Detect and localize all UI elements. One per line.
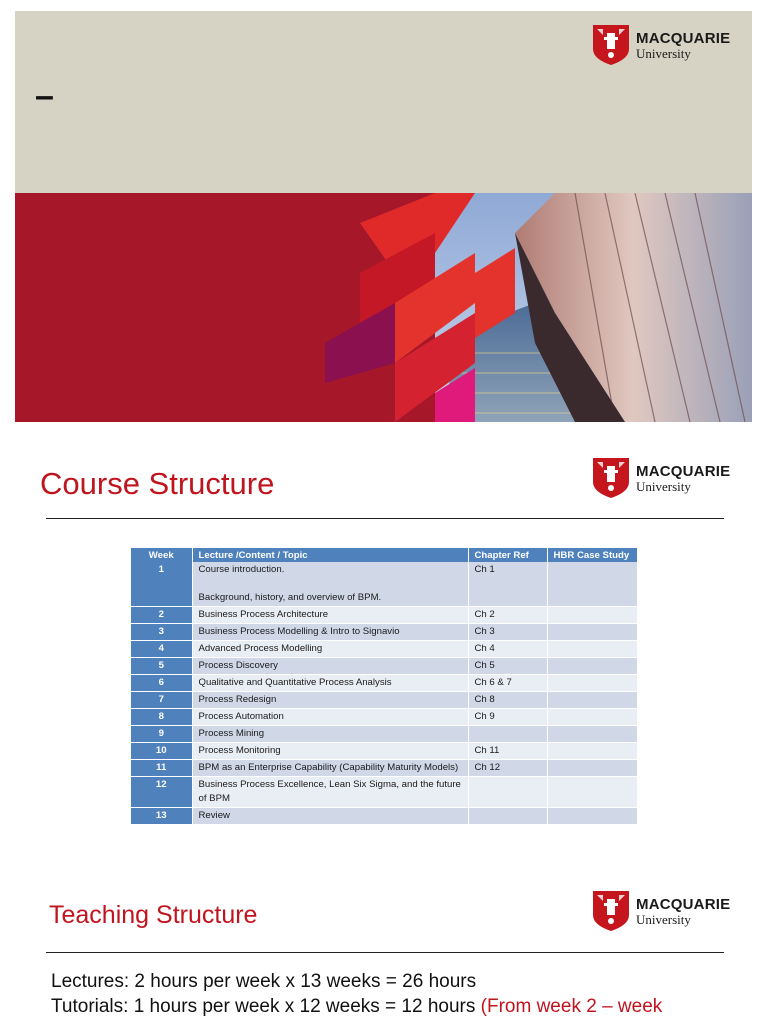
week-cell: 1 (131, 562, 192, 607)
shield-crest-icon (593, 458, 629, 498)
table-row (131, 692, 637, 709)
week-cell: 9 (131, 726, 192, 743)
chapter-cell (468, 808, 547, 825)
tutorials-line (51, 994, 662, 1019)
chapter-cell: Ch 3 (468, 624, 547, 641)
topic-cell: Process Mining (192, 726, 468, 743)
topic-cell: Business Process Architecture (192, 607, 468, 624)
course-structure-table (131, 548, 638, 825)
tutorials-text: Tutorials: 1 hours per week x 12 weeks = 12 hours (51, 996, 481, 1017)
university-logo (593, 25, 730, 65)
university-logo (593, 891, 730, 931)
hbr-cell (547, 641, 637, 658)
table-row (131, 607, 637, 624)
hbr-cell (547, 692, 637, 709)
logo-wordmark: MACQUARIE (636, 29, 731, 47)
week-cell: 3 (131, 624, 192, 641)
table-row (131, 675, 637, 692)
tutorials-note: (From week 2 – week (480, 996, 663, 1017)
chapter-cell (468, 777, 547, 808)
chapter-cell: Ch 9 (468, 709, 547, 726)
chapter-cell: Ch 5 (468, 658, 547, 675)
hbr-cell (547, 808, 637, 825)
week-cell: 13 (131, 808, 192, 825)
week-cell: 2 (131, 607, 192, 624)
hero-graphic (15, 193, 752, 422)
column-header-hbr: HBR Case Study (547, 548, 637, 562)
table-row (131, 562, 637, 607)
column-header-topic: Lecture /Content / Topic (192, 548, 468, 562)
hbr-cell (547, 743, 637, 760)
topic-cell: BPM as an Enterprise Capability (Capability Maturity Models) (192, 760, 468, 777)
shield-crest-icon (593, 891, 629, 931)
logo-subtitle: University (636, 45, 691, 61)
chapter-cell: Ch 11 (468, 743, 547, 760)
title-divider (46, 518, 724, 519)
table-row (131, 709, 637, 726)
university-logo (593, 458, 730, 498)
table-row (131, 624, 637, 641)
table-row (131, 743, 637, 760)
hbr-cell (547, 760, 637, 777)
teaching-structure-title: Teaching Structure (49, 901, 258, 929)
topic-cell: Process Automation (192, 709, 468, 726)
table-row (131, 808, 637, 825)
hero-banner (15, 193, 752, 422)
chapter-cell: Ch 8 (468, 692, 547, 709)
topic-cell: Process Redesign (192, 692, 468, 709)
topic-cell: Course introduction. Background, history, and overview of BPM. (192, 562, 468, 607)
week-cell: 6 (131, 675, 192, 692)
chapter-cell: Ch 12 (468, 760, 547, 777)
table-row (131, 777, 637, 808)
table-row (131, 641, 637, 658)
table-header-row (131, 548, 637, 562)
week-cell: 11 (131, 760, 192, 777)
column-header-chapter: Chapter Ref (468, 548, 547, 562)
hbr-cell (547, 624, 637, 641)
week-cell: 5 (131, 658, 192, 675)
chapter-cell: Ch 4 (468, 641, 547, 658)
chapter-cell: Ch 6 & 7 (468, 675, 547, 692)
hbr-cell (547, 709, 637, 726)
topic-cell: Process Monitoring (192, 743, 468, 760)
week-cell: 10 (131, 743, 192, 760)
lectures-line: Lectures: 2 hours per week x 13 weeks = 26 hours (51, 971, 477, 992)
logo-subtitle: University (636, 911, 691, 927)
hbr-cell (547, 726, 637, 743)
course-structure-title: Course Structure (40, 466, 275, 501)
title-divider (46, 952, 724, 953)
chapter-cell: Ch 1 (468, 562, 547, 607)
hbr-cell (547, 607, 637, 624)
week-cell: 12 (131, 777, 192, 808)
hbr-cell (547, 777, 637, 808)
topic-cell: Business Process Modelling & Intro to Signavio (192, 624, 468, 641)
table-row (131, 658, 637, 675)
topic-cell: Advanced Process Modelling (192, 641, 468, 658)
hbr-cell (547, 562, 637, 607)
chapter-cell (468, 726, 547, 743)
chapter-cell: Ch 2 (468, 607, 547, 624)
hbr-cell (547, 675, 637, 692)
topic-cell: Review (192, 808, 468, 825)
logo-wordmark: MACQUARIE (636, 895, 731, 913)
week-cell: 8 (131, 709, 192, 726)
week-cell: 7 (131, 692, 192, 709)
logo-subtitle: University (636, 478, 691, 494)
logo-wordmark: MACQUARIE (636, 462, 731, 480)
column-header-week: Week (131, 548, 192, 562)
title-slide (15, 11, 752, 422)
topic-cell: Business Process Excellence, Lean Six Sigma, and the future of BPM (192, 777, 468, 808)
topic-cell: Process Discovery (192, 658, 468, 675)
topic-cell: Qualitative and Quantitative Process Analysis (192, 675, 468, 692)
table-row (131, 760, 637, 777)
hbr-cell (547, 658, 637, 675)
teaching-structure-body (51, 969, 662, 1019)
table-row (131, 726, 637, 743)
slide-title: – (35, 77, 54, 115)
shield-crest-icon (593, 25, 629, 65)
week-cell: 4 (131, 641, 192, 658)
